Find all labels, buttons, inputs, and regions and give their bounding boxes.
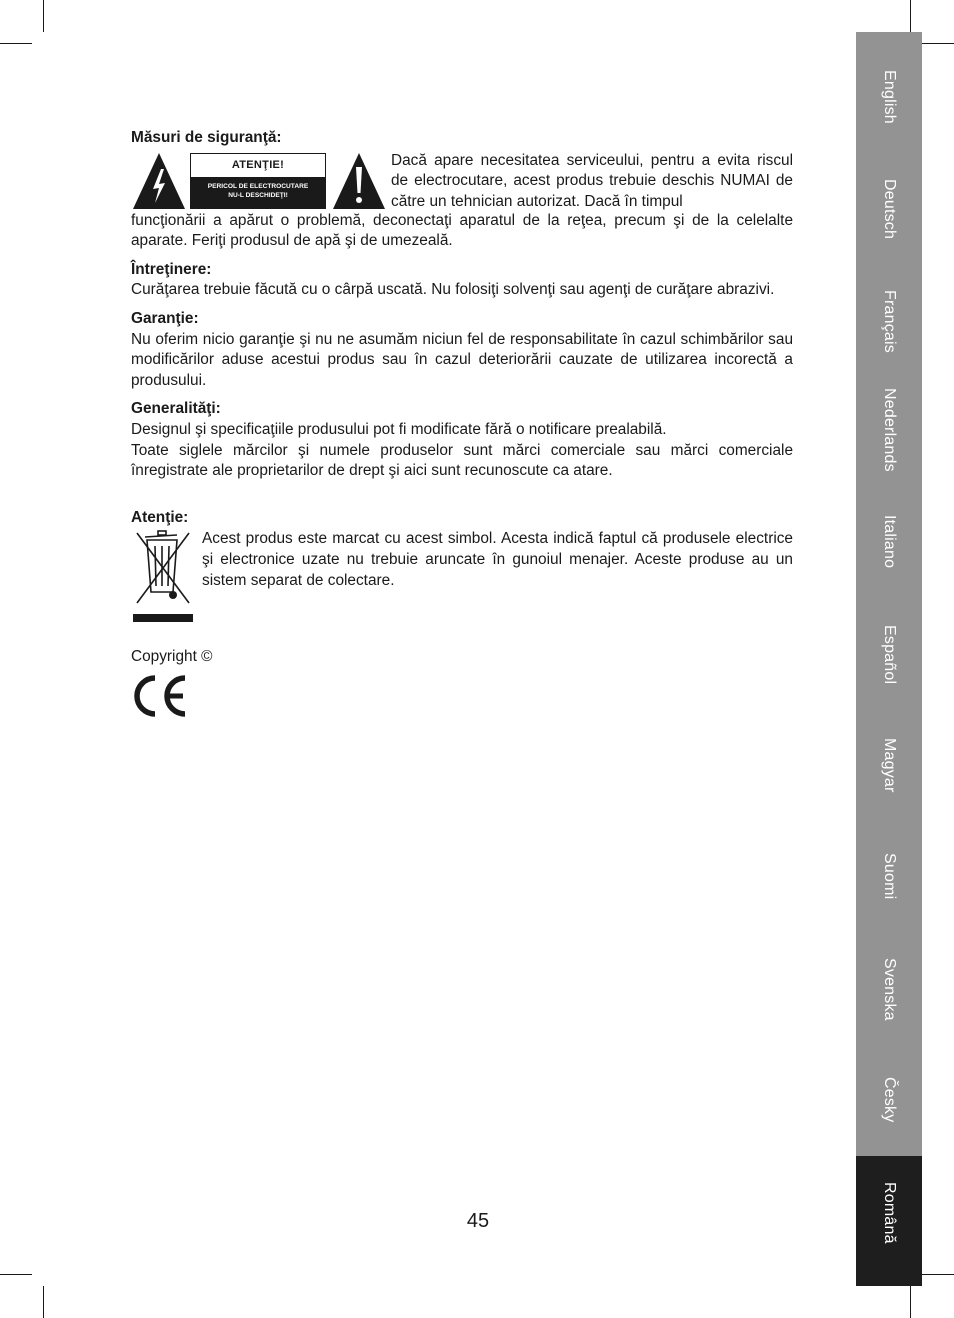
safety-section bbox=[131, 128, 793, 252]
warning-row bbox=[131, 151, 793, 211]
caution-label-body bbox=[191, 177, 325, 208]
maintenance-heading: Întreţinere: bbox=[131, 260, 212, 278]
attention-section bbox=[131, 508, 793, 634]
tab-italiano[interactable] bbox=[856, 509, 922, 621]
tab-label: Română bbox=[881, 1182, 898, 1244]
safety-text-beside: Dacă apare necesitatea serviceului, pentru a evita riscul de electrocutare, acest produs trebuie deschis NUMAI de către un tehnician autorizat. Dacă în timpul bbox=[391, 151, 793, 210]
general-text-line2: Toate siglele mărcilor şi numele produselor sunt mărci comerciale sau mărci comerciale înregistrate ale proprietarilor de drept şi aici sunt recunoscute ca atare. bbox=[131, 441, 793, 480]
tab-espanol[interactable] bbox=[856, 619, 922, 731]
caution-label-line: NU-L DESCHIDEŢI! bbox=[228, 191, 288, 199]
crop-mark bbox=[922, 43, 954, 44]
tab-label: Italiano bbox=[881, 515, 898, 569]
lightning-warning-icon bbox=[131, 151, 187, 211]
warranty-section bbox=[131, 309, 793, 391]
crop-mark bbox=[922, 1274, 954, 1275]
tab-label: Deutsch bbox=[881, 179, 898, 240]
crossed-bin-icon bbox=[131, 529, 195, 625]
tab-francais[interactable] bbox=[856, 284, 922, 396]
tab-label: Suomi bbox=[881, 853, 898, 900]
tab-suomi[interactable] bbox=[856, 847, 922, 959]
warranty-text: Nu oferim nicio garanţie şi nu ne asumăm niciun fel de responsabilitate în cazul schimbărilor sau modificărilor aduse acestui produs sau în cazul deteriorării cauzate de utilizarea incorectă a produsului. bbox=[131, 330, 793, 389]
caution-label bbox=[190, 153, 326, 209]
general-text-line1: Designul şi specificaţiile produsului pot fi modificate fără o notificare prealabilă. bbox=[131, 420, 667, 438]
general-heading: Generalităţi: bbox=[131, 400, 221, 418]
maintenance-text: Curăţarea trebuie făcută cu o cârpă uscată. Nu folosiţi solvenţi sau agenţi de curăţare abrazivi. bbox=[131, 281, 775, 299]
crop-mark bbox=[43, 1286, 44, 1318]
document-body bbox=[131, 128, 793, 727]
crop-mark bbox=[0, 1274, 32, 1275]
attention-heading: Atenţie: bbox=[131, 508, 189, 526]
tab-magyar[interactable] bbox=[856, 732, 922, 844]
crop-mark bbox=[910, 1286, 911, 1318]
exclamation-warning-icon bbox=[331, 151, 387, 211]
tab-label: Español bbox=[881, 625, 898, 685]
tab-label: English bbox=[881, 70, 898, 124]
caution-label-title: ATENŢIE! bbox=[231, 158, 285, 171]
maintenance-section bbox=[131, 260, 793, 301]
tab-label: Magyar bbox=[881, 738, 898, 793]
tab-nederlands[interactable] bbox=[856, 382, 922, 494]
warning-symbols bbox=[131, 151, 387, 211]
attention-text: Acest produs este marcat cu acest simbol. Acesta indică faptul că produsele electrice şi electronice uzate nu trebuie aruncate în gunoiul menajer. Aceste produse au un sistem separat de colectare. bbox=[202, 530, 793, 589]
tab-romana[interactable] bbox=[856, 1156, 922, 1286]
copyright-text: Copyright © bbox=[131, 648, 213, 666]
crop-mark bbox=[43, 0, 44, 32]
safety-text-continued: funcţionării a apărut o problemă, deconectaţi aparatul de la reţea, precum şi de la celelalte aparate. Feriţi produsul de apă şi de umezeală. bbox=[131, 211, 793, 250]
safety-heading: Măsuri de siguranţă: bbox=[131, 129, 282, 146]
ce-mark-icon bbox=[131, 672, 191, 720]
crop-mark bbox=[0, 43, 32, 44]
tab-label: Česky bbox=[881, 1077, 898, 1123]
weee-row bbox=[131, 529, 793, 633]
tab-english[interactable] bbox=[856, 64, 922, 176]
caution-label-line: PERICOL DE ELECTROCUTARE bbox=[207, 182, 309, 190]
tab-label: Nederlands bbox=[881, 388, 898, 472]
tab-label: Français bbox=[881, 290, 898, 353]
language-tab-strip bbox=[856, 32, 922, 1286]
tab-deutsch[interactable] bbox=[856, 173, 922, 285]
general-section bbox=[131, 399, 793, 481]
tab-label: Svenska bbox=[881, 958, 898, 1021]
page-number: 45 bbox=[466, 1210, 490, 1232]
warranty-heading: Garanţie: bbox=[131, 309, 199, 327]
crop-mark bbox=[910, 0, 911, 32]
tab-svenska[interactable] bbox=[856, 952, 922, 1064]
